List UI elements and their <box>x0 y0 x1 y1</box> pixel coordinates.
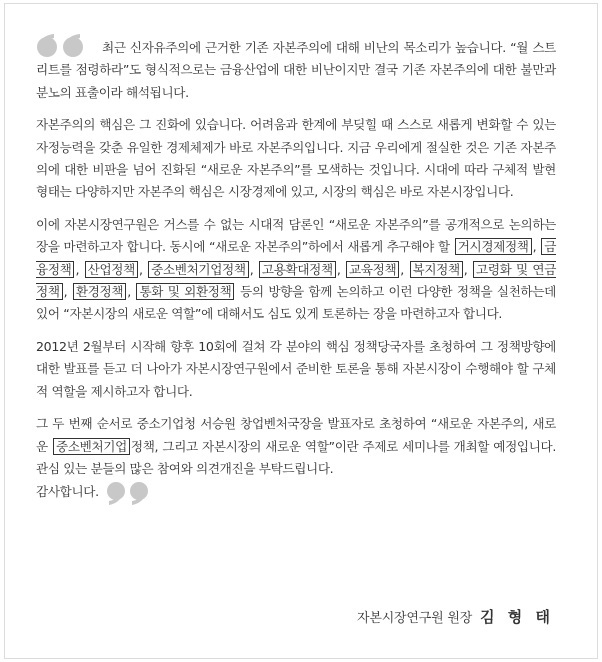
paragraph-3-outro: 등의 방향을 함께 논의하고 이런 다양한 정책을 실천하는데 있어 “자본시장의 새로운 역할”에 대해서도 심도 있게 토론하는 장을 마련하고자 합니다. <box>36 284 556 322</box>
paragraph-3: 이에 자본시장연구원은 거스를 수 없는 시대적 담론인 “새로운 자본주의”를 공개적으로 논의하는 장을 마련하고자 합니다. 동시에 “새로운 자본주의”하에서 새롭게 추구해야 할 거시경제정책 , 금융정책 , 산업정책 , 중소벤처기업정책 , 고용확대정책 , 교육정책 , 복지정책 , 고령화 및 연금정책 , 환경정책 , 통화 및 외환정책 등의 방향을 함께 논의하고 이런 다양한 정책을 실천하는데 있어 “자본시장의 새로운 역할”에 대해서도 심도 있게 토론하는 장을 마련하고자 합니다. <box>36 216 557 322</box>
policy-tag: 중소벤처기업 <box>53 438 130 455</box>
paragraph-5-part-b: 정책, 그리고 자본시장의 새로운 역할”이란 주제로 세미나를 개최할 예정입니다. 관심 있는 분들의 많은 참여와 의견개진을 부탁드립니다. <box>36 438 556 476</box>
paragraph-5-part-a: 그 두 번째 순서로 중소기업청 서승원 창업벤처국장을 발표자로 초청하여 “새로운 자본주의, 새로운 <box>36 416 556 454</box>
paragraph-5 <box>36 413 556 506</box>
signature <box>357 606 554 627</box>
policy-tag: 복지정책 <box>410 261 463 278</box>
closing-text: 감사합니다. <box>36 484 99 500</box>
quote-close-icon <box>105 480 153 506</box>
paragraph-1 <box>36 34 556 104</box>
signature-title: 자본시장연구원 원장 <box>356 611 473 626</box>
policy-tag: 중소벤처기업정책 <box>148 261 249 278</box>
policy-tag: 환경정책 <box>73 283 126 300</box>
policy-tag: 거시경제정책 <box>455 238 532 255</box>
policy-tag: 고용확대정책 <box>259 261 336 278</box>
policy-tag: 교육정책 <box>346 261 399 278</box>
paragraph-4: 2012년 2월부터 시작해 향후 10회에 걸쳐 각 분야의 핵심 정책당국자를 초청하여 그 정책방향에 대한 발표를 듣고 더 나아가 자본시장연구원에서 준비한 토론을 통해 자본시장이 수행해야 할 구체적 역할을 제시하고자 합니다. <box>36 338 556 399</box>
policy-tag: 고령화 및 연금정책 <box>36 261 557 300</box>
policy-tag: 통화 및 외환정책 <box>136 283 234 300</box>
paragraph-3-intro: 이에 자본시장연구원은 거스를 수 없는 시대적 담론인 “새로운 자본주의”를 공개적으로 논의하는 장을 마련하고자 합니다. 동시에 “새로운 자본주의”하에서 새롭게 추구해야 할 <box>36 216 556 255</box>
policy-tag: 산업정책 <box>85 261 138 278</box>
paragraph-1-text: 최근 신자유주의에 근거한 기존 자본주의에 대해 비난의 목소리가 높습니다. “월 스트리트를 점령하라”도 형식적으로는 금융산업에 대한 비난이지만 결국 기존 자본주의에 대한 불만과 분노의 표출이라 해석됩니다. <box>36 40 556 100</box>
policy-tag: 금융정책 <box>36 239 557 277</box>
quote-open-icon <box>36 34 90 58</box>
letter-body <box>36 34 556 516</box>
signature-name: 김 형 태 <box>480 608 554 626</box>
paragraph-2: 자본주의의 핵심은 그 진화에 있습니다. 어려움과 한계에 부딪힐 때 스스로 새롭게 변화할 수 있는 자정능력을 갖춘 유일한 경제체제가 바로 자본주의입니다. 지금 우리에게 절실한 것은 기존 자본주의에 대한 비판을 넘어 진화된 “새로운 자본주의”를 모색하는 것입니다. 시대에 따라 구체적 발현 형태는 다양하지만 자본주의 핵심은 시장경제에 있고, 시장의 핵심은 바로 자본시장입니다. <box>36 117 556 200</box>
